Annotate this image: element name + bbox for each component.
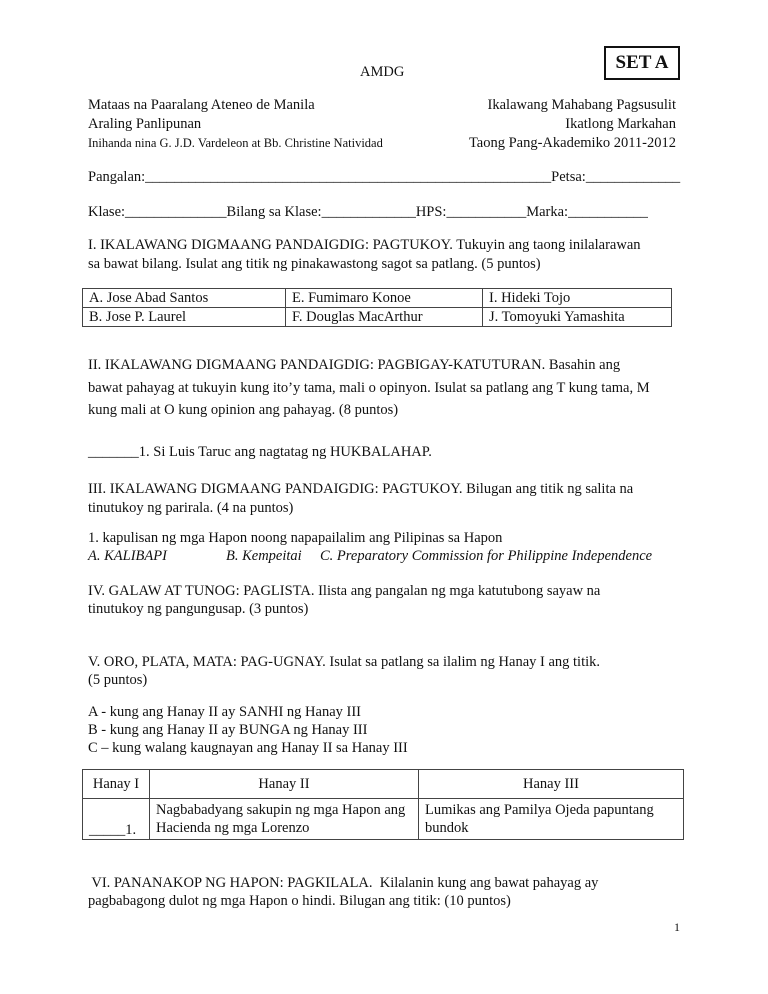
part5-key-b: B - kung ang Hanay II ay BUNGA ng Hanay III — [88, 722, 368, 738]
part5-instruction: V. ORO, PLATA, MATA: PAG-UGNAY. Isulat sa patlang sa ilalim ng Hanay I ang titik. — [88, 654, 601, 670]
hanay2-cell — [150, 799, 419, 840]
hanay2-line: Nagbabadyang sakupin ng mga Hapon ang — [156, 802, 406, 818]
part3-instruction-cont: tinutukoy ng parirala. (4 na puntos) — [88, 500, 294, 516]
table-row — [83, 289, 672, 308]
part3-instruction: III. IKALAWANG DIGMAANG PANDAIGDIG: PAGTUKOY. Bilugan ang titik ng salita na — [88, 481, 634, 497]
part2-instruction-cont2: kung mali at O kung opinion ang pahayag. (8 puntos) — [88, 402, 399, 418]
set-label: SET A — [604, 46, 680, 80]
quarter: Ikatlong Markahan — [565, 116, 676, 132]
part3-choice-c[interactable]: C. Preparatory Commission for Philippine Independence — [320, 548, 653, 564]
hanay2-line: Hacienda ng mga Lorenzo — [156, 820, 310, 836]
school-year: Taong Pang-Akademiko 2011-2012 — [468, 135, 676, 151]
choice-a: A. Jose Abad Santos — [83, 289, 286, 308]
answer-blank-1[interactable]: _____1. — [83, 799, 150, 840]
header-hanay-1: Hanay I — [83, 770, 150, 799]
part1-instruction-cont: sa bawat bilang. Isulat ang titik ng pinakawastong sagot sa patlang. (5 puntos) — [88, 256, 541, 272]
table-row — [83, 799, 684, 840]
part5-key-c: C – kung walang kaugnayan ang Hanay II sa Hanay III — [88, 740, 408, 756]
choice-b: B. Jose P. Laurel — [83, 308, 286, 327]
authors: Inihanda nina G. J.D. Vardeleon at Bb. Christine Natividad — [88, 136, 383, 150]
hanay3-line: Lumikas ang Pamilya Ojeda papuntang — [425, 802, 654, 818]
class-info-field[interactable]: Klase:______________Bilang sa Klase:_____________HPS:___________Marka:___________ — [88, 204, 648, 220]
header-hanay-3: Hanay III — [419, 770, 684, 799]
choice-j: J. Tomoyuki Yamashita — [483, 308, 672, 327]
part2-instruction: II. IKALAWANG DIGMAANG PANDAIGDIG: PAGBIGAY-KATUTURAN. Basahin ang — [88, 357, 621, 373]
part3-item-1: 1. kapulisan ng mga Hapon noong napapailalim ang Pilipinas sa Hapon — [88, 530, 503, 546]
part1-choices-table — [82, 288, 672, 327]
part3-choice-b[interactable]: B. Kempeitai — [226, 548, 302, 564]
page-number: 1 — [674, 920, 680, 934]
part5-key-a: A - kung ang Hanay II ay SANHI ng Hanay III — [88, 704, 362, 720]
exam-title: Ikalawang Mahabang Pagsusulit — [487, 97, 676, 113]
amdg-heading: AMDG — [360, 64, 405, 80]
table-row — [83, 308, 672, 327]
part1-instruction: I. IKALAWANG DIGMAANG PANDAIGDIG: PAGTUKOY. Tukuyin ang taong inilalarawan — [88, 237, 641, 253]
name-date-field[interactable]: Pangalan:________________________________________________________Petsa:_____________ — [88, 169, 681, 185]
hanay3-line: bundok — [425, 820, 469, 836]
part6-instruction-cont: pagbabagong dulot ng mga Hapon o hindi. Bilugan ang titik: (10 puntos) — [88, 893, 511, 909]
table-header-row — [83, 770, 684, 799]
part6-instruction: VI. PANANAKOP NG HAPON: PAGKILALA. Kilalanin kung ang bawat pahayag ay — [88, 875, 599, 891]
part2-item-1[interactable]: _______1. Si Luis Taruc ang nagtatag ng HUKBALAHAP. — [88, 444, 432, 460]
part5-instruction-cont: (5 puntos) — [88, 672, 148, 688]
subject-name: Araling Panlipunan — [88, 116, 202, 132]
hanay3-cell — [419, 799, 684, 840]
choice-f: F. Douglas MacArthur — [286, 308, 483, 327]
part2-instruction-cont: bawat pahayag at tukuyin kung ito’y tama, mali o opinyon. Isulat sa patlang ang T kung tama, M — [88, 380, 650, 396]
choice-e: E. Fumimaro Konoe — [286, 289, 483, 308]
part4-instruction: IV. GALAW AT TUNOG: PAGLISTA. Ilista ang pangalan ng mga katutubong sayaw na — [88, 583, 601, 599]
part4-instruction-cont: tinutukoy ng pangungusap. (3 puntos) — [88, 601, 309, 617]
header-hanay-2: Hanay II — [150, 770, 419, 799]
school-name: Mataas na Paaralang Ateneo de Manila — [88, 97, 315, 113]
matching-table — [82, 769, 684, 840]
choice-i: I. Hideki Tojo — [483, 289, 672, 308]
part3-choice-a[interactable]: A. KALIBAPI — [88, 548, 167, 564]
